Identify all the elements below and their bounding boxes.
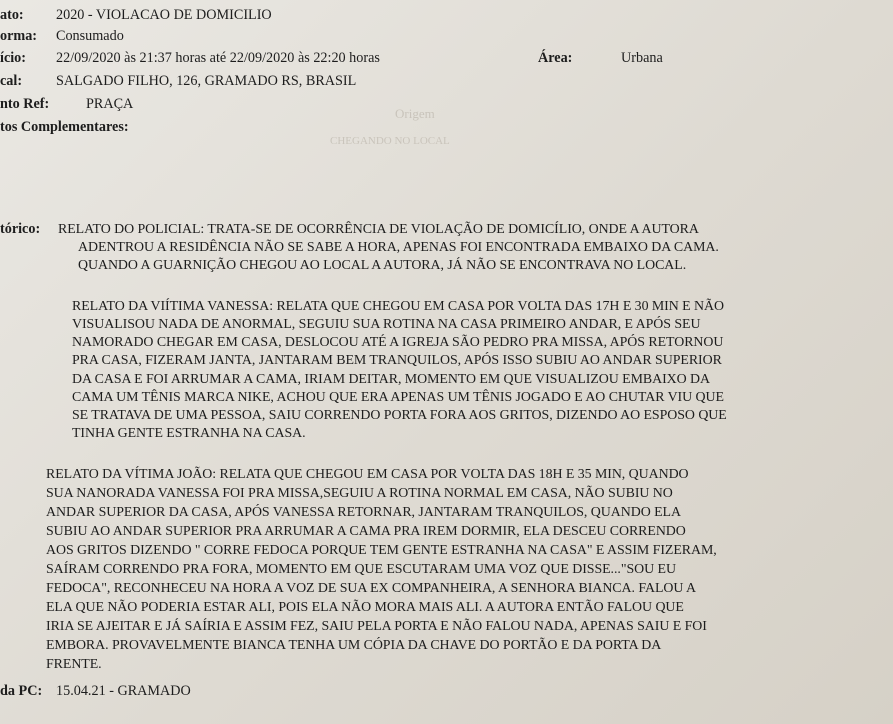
inicio-value: 22/09/2020 às 21:37 horas até 22/09/2020 às 22:20 horas — [56, 50, 380, 66]
text-line: QUANDO A GUARNIÇÃO CHEGOU AO LOCAL A AUTORA, JÁ NÃO SE ENCONTRAVA NO LOCAL. — [78, 258, 687, 273]
fato-value: 2020 - VIOLACAO DE DOMICILIO — [56, 7, 272, 23]
forma-label: orma: — [0, 28, 38, 44]
text-line: IRIA SE AJEITAR E JÁ SAÍRIA E ASSIM FEZ, SAIU PELA PORTA E NÃO FALOU NADA, APENAS SAIU E FOI — [46, 619, 707, 634]
forma-value: Consumado — [56, 28, 124, 44]
text-line: SE TRATAVA DE UMA PESSOA, SAIU CORRENDO PORTA FORA AOS GRITOS, DIZENDO AO ESPOSO QUE — [72, 408, 727, 423]
text-line: PRA CASA, FIZERAM JANTA, JANTARAM BEM TRANQUILOS, APÓS ISSO SUBIU AO ANDAR SUPERIOR — [72, 353, 722, 368]
show-through-text: CHEGANDO NO LOCAL — [330, 135, 450, 147]
text-line: RELATO DO POLICIAL: TRATA-SE DE OCORRÊNCIA DE VIOLAÇÃO DE DOMICÍLIO, ONDE A AUTORA — [58, 222, 699, 237]
show-through-text: Origem — [395, 106, 435, 121]
fato-label: ato: — [0, 7, 24, 23]
text-line: RELATO DA VIÍTIMA VANESSA: RELATA QUE CHEGOU EM CASA POR VOLTA DAS 17H E 30 MIN E NÃO — [72, 299, 724, 314]
text-line: DA CASA E FOI ARRUMAR A CAMA, IRIAM DEITAR, MOMENTO EM QUE VISUALIZOU EMBAIXO DA — [72, 372, 711, 387]
text-line: SAÍRAM CORRENDO PRA FORA, MOMENTO EM QUE ESCUTARAM UMA VOZ QUE DISSE..."SOU EU — [46, 562, 676, 577]
text-line: ELA QUE NÃO PODERIA ESTAR ALI, POIS ELA NÃO MORA MAIS ALI. A AUTORA ENTÃO FALOU QUE — [46, 600, 684, 615]
text-line: NAMORADO CHEGAR EM CASA, DESLOCOU ATÉ A IGREJA SÃO PEDRO PRA MISSA, APÓS RETORNOU — [72, 335, 724, 350]
text-line: FRENTE. — [46, 657, 102, 672]
text-line: AOS GRITOS DIZENDO " CORRE FEDOCA PORQUE TEM GENTE ESTRANHA NA CASA" E ASSIM FIZERAM, — [46, 543, 717, 558]
dados-complementares-label: tos Complementares: — [0, 119, 129, 135]
pc-label: da PC: — [0, 683, 43, 699]
text-line: ADENTROU A RESIDÊNCIA NÃO SE SABE A HORA, APENAS FOI ENCONTRADA EMBAIXO DA CAMA. — [78, 240, 719, 255]
text-line: SUA NANORADA VANESSA FOI PRA MISSA,SEGUIU A ROTINA NORMAL EM CASA, NÃO SUBIU NO — [46, 486, 673, 501]
ponto-ref-value: PRAÇA — [86, 96, 134, 112]
text-line: CAMA UM TÊNIS MARCA NIKE, ACHOU QUE ERA APENAS UM TÊNIS JOGADO E AO CHUTAR VIU QUE — [72, 390, 724, 405]
text-line: EMBORA. PROVAVELMENTE BIANCA TENHA UM CÓPIA DA CHAVE DO PORTÃO E DA PORTA DA — [46, 638, 662, 653]
ponto-ref-label: nto Ref: — [0, 96, 50, 112]
local-value: SALGADO FILHO, 126, GRAMADO RS, BRASIL — [56, 73, 357, 89]
historico-label: tórico: — [0, 221, 41, 237]
local-label: cal: — [0, 73, 23, 89]
text-line: TINHA GENTE ESTRANHA NA CASA. — [72, 426, 306, 441]
pc-value: 15.04.21 - GRAMADO — [56, 683, 191, 699]
text-line: FEDOCA", RECONHECEU NA HORA A VOZ DE SUA EX COMPANHEIRA, A SENHORA BIANCA. FALOU A — [46, 581, 697, 596]
text-line: RELATO DA VÍTIMA JOÃO: RELATA QUE CHEGOU EM CASA POR VOLTA DAS 18H E 35 MIN, QUANDO — [46, 467, 689, 482]
text-line: VISUALISOU NADA DE ANORMAL, SEGUIU SUA ROTINA NA CASA PRIMEIRO ANDAR, E APÓS SEU — [72, 317, 701, 332]
text-line: ANDAR SUPERIOR DA CASA, APÓS VANESSA RETORNAR, JANTARAM TRANQUILOS, QUANDO ELA — [46, 505, 681, 520]
area-label: Área: — [538, 50, 573, 66]
area-value: Urbana — [621, 50, 663, 66]
inicio-label: ício: — [0, 50, 26, 66]
text-line: SUBIU AO ANDAR SUPERIOR PRA ARRUMAR A CAMA PRA IREM DORMIR, ELA DESCEU CORRENDO — [46, 524, 686, 539]
